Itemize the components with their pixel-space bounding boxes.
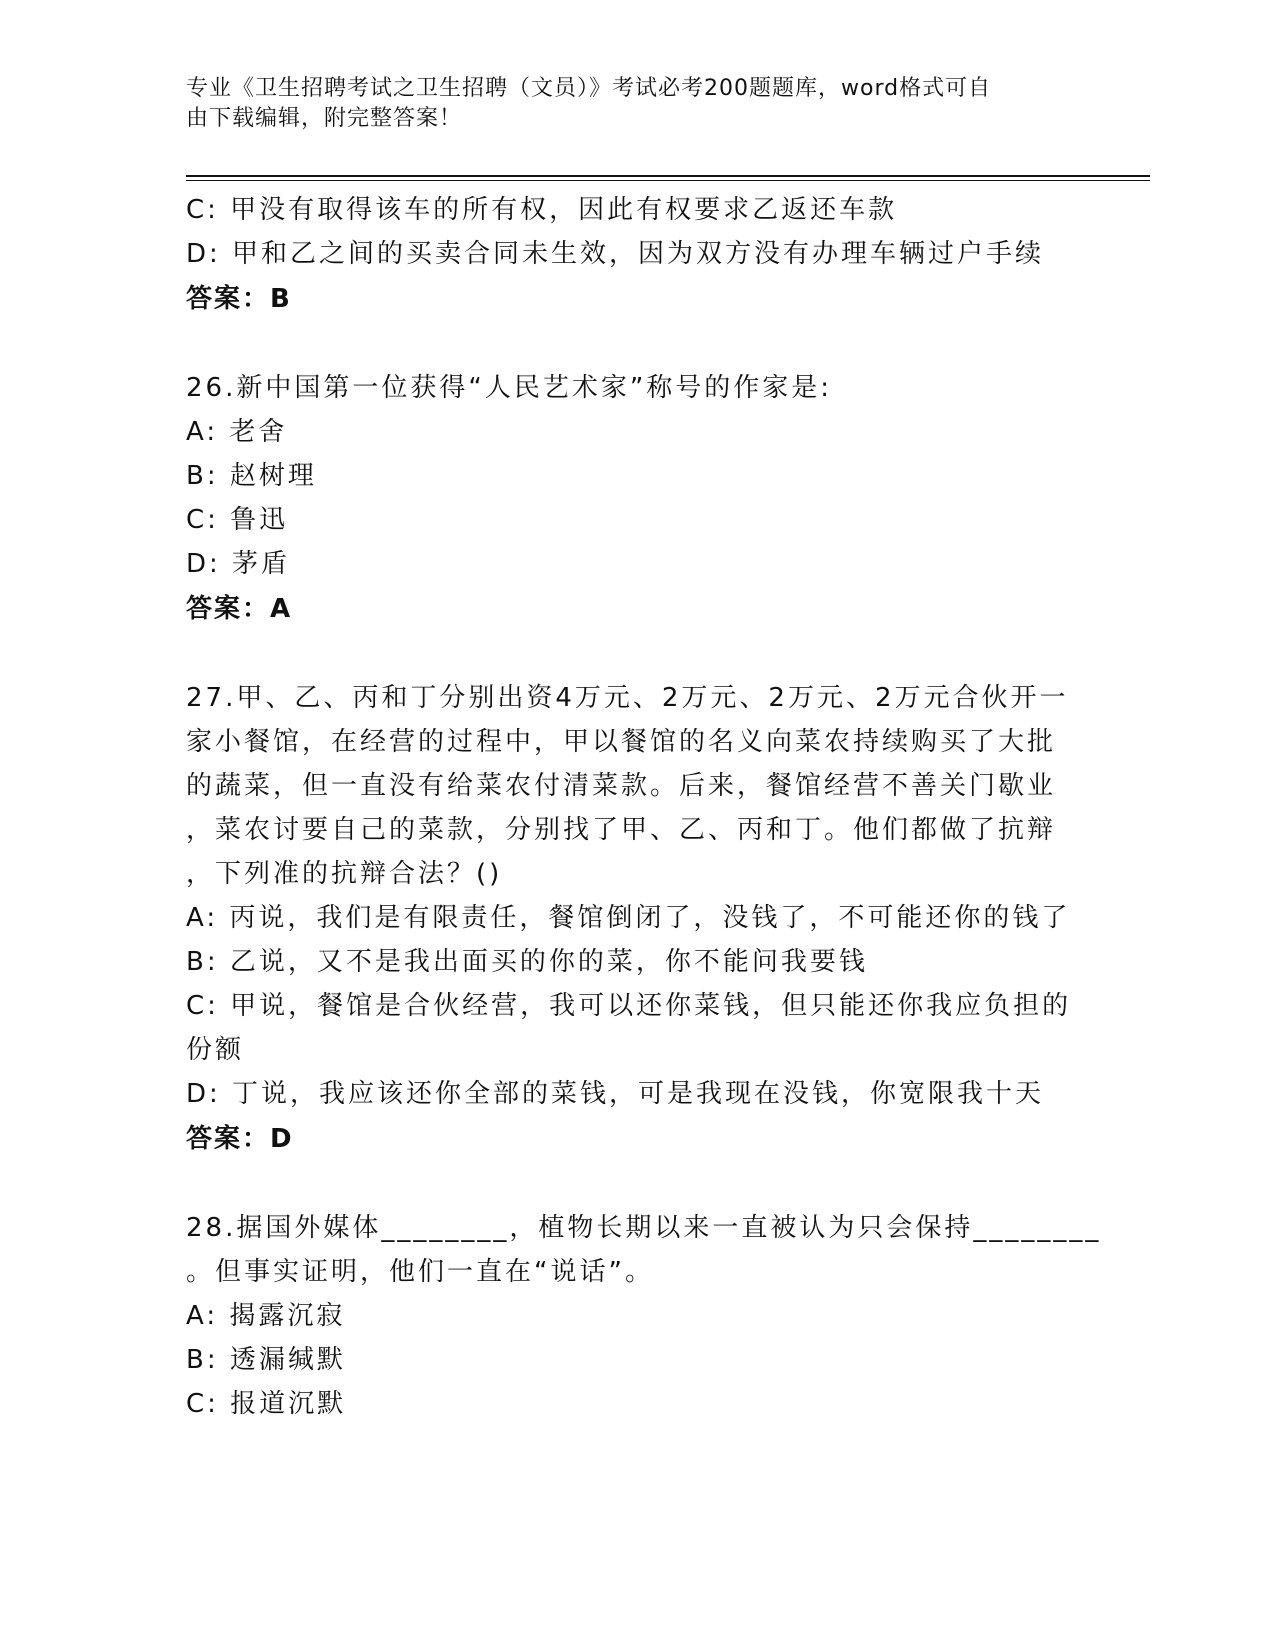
question-text-line: 。但事实证明，他们一直在“说话”。 [186, 1257, 654, 1287]
option-b: B: 乙说，又不是我出面买的你的菜，你不能问我要钱 [186, 947, 868, 977]
question-text-line: 的蔬菜，但一直没有给菜农付清菜款。后来，餐馆经营不善关门歇业 [186, 771, 1057, 801]
question-text-line: 27.甲、乙、丙和丁分别出资4万元、2万元、2万元、2万元合伙开一 [186, 683, 1069, 713]
answer-label: 答案：B [186, 284, 292, 314]
option-d: D: 甲和乙之间的买卖合同未生效，因为双方没有办理车辆过户手续 [186, 239, 1045, 269]
question-text-line: 28.据国外媒体________，植物长期以来一直被认为只会保持________ [186, 1213, 1102, 1243]
answer-label: 答案：A [186, 594, 293, 624]
option-c: C: 报道沉默 [186, 1389, 347, 1419]
option-a: A: 老舍 [186, 417, 288, 447]
answer-label: 答案：D [186, 1124, 294, 1154]
header-divider-thick [186, 175, 1150, 177]
option-c: C: 甲说，餐馆是合伙经营，我可以还你菜钱，但只能还你我应负担的 [186, 991, 1072, 1021]
question-text-line: ，下列准的抗辩合法？() [186, 859, 503, 889]
question-28 [186, 1206, 1102, 1426]
header-divider-thin [186, 180, 1150, 181]
question-text: 26.新中国第一位获得“人民艺术家”称号的作家是: [186, 373, 833, 403]
question-text-line: 家小餐馆，在经营的过程中，甲以餐馆的名义向菜农持续购买了大批 [186, 727, 1057, 757]
question-text-line: ，菜农讨要自己的菜款，分别找了甲、乙、丙和丁。他们都做了抗辩 [186, 815, 1057, 845]
option-d: D: 茅盾 [186, 549, 291, 579]
option-d: D: 丁说，我应该还你全部的菜钱，可是我现在没钱，你宽限我十天 [186, 1079, 1045, 1109]
option-c-continued: 份额 [186, 1035, 245, 1065]
option-b: B: 透漏缄默 [186, 1345, 346, 1375]
question-list [186, 188, 1102, 1426]
question-26 [186, 366, 1086, 632]
previous-question-tail [186, 188, 1086, 322]
option-b: B: 赵树理 [186, 461, 317, 491]
option-c: C: 鲁迅 [186, 505, 289, 535]
header-title-line-1: 专业《卫生招聘考试之卫生招聘（文员）》考试必考200题题库，word格式可自 [186, 76, 992, 101]
header-title-line-2: 由下载编辑，附完整答案！ [186, 106, 463, 131]
option-c: C: 甲没有取得该车的所有权，因此有权要求乙返还车款 [186, 195, 898, 225]
question-27 [186, 676, 1086, 1162]
option-a: A: 丙说，我们是有限责任，餐馆倒闭了，没钱了，不可能还你的钱了 [186, 903, 1071, 933]
document-header [186, 74, 1066, 134]
option-a: A: 揭露沉寂 [186, 1301, 346, 1331]
